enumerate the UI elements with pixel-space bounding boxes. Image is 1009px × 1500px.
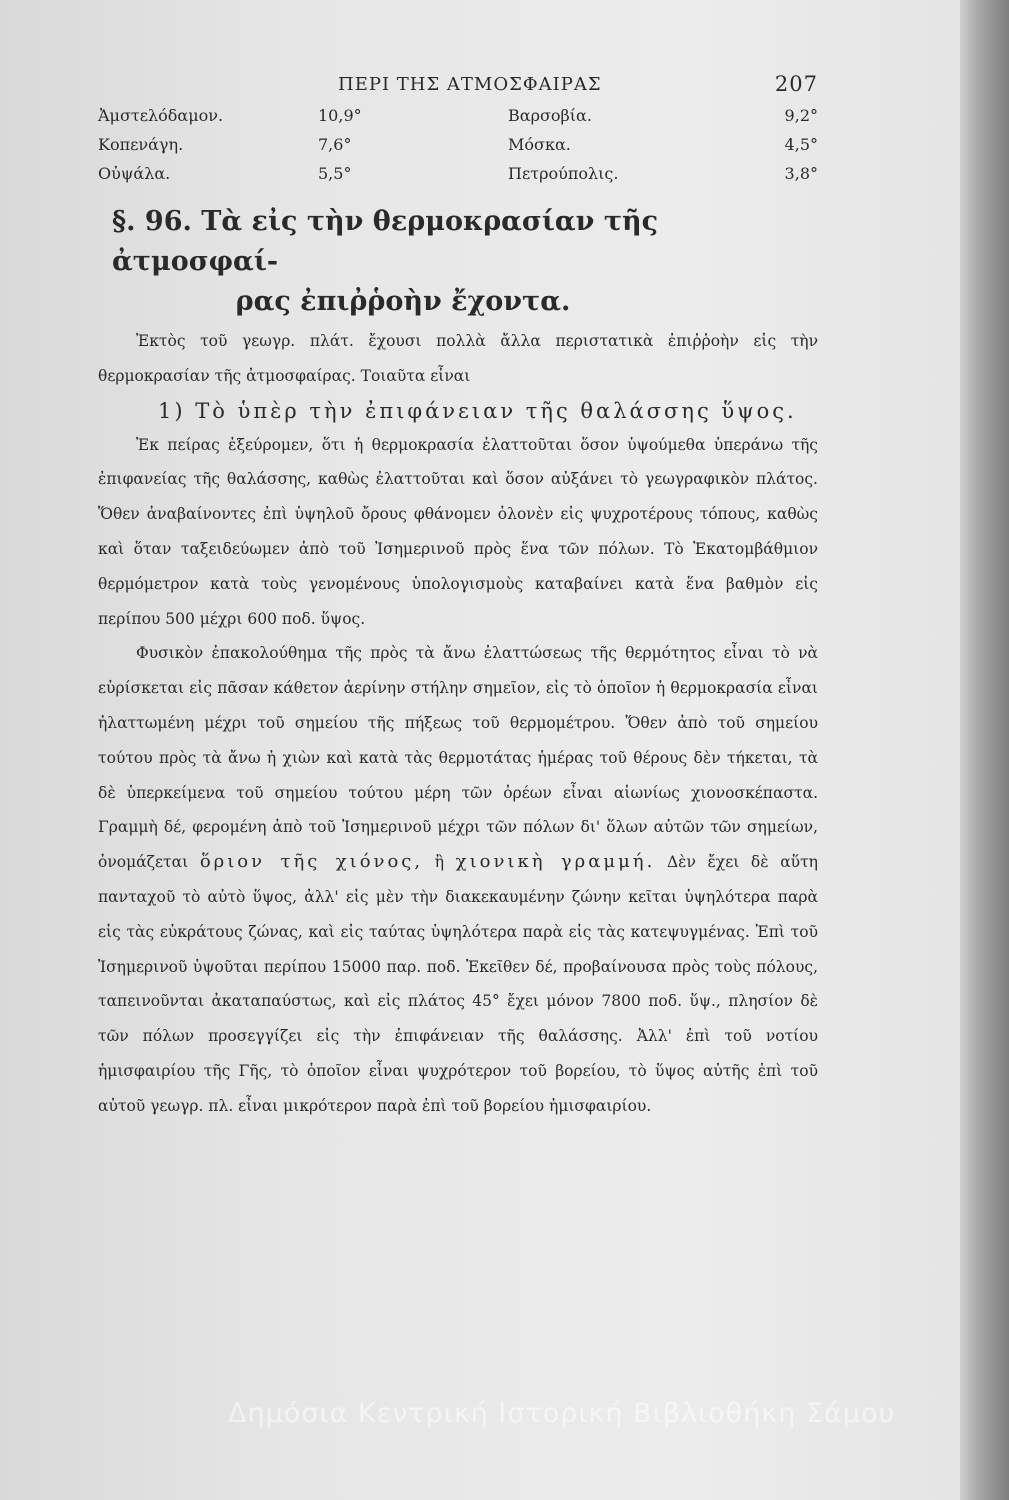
city: Ἀμστελόδαμον. xyxy=(98,106,224,125)
subheading xyxy=(98,394,818,428)
paragraph-text: Φυσικὸν ἐπακολούθημα τῆς πρὸς τὰ ἄνω ἐλαττώσεως τῆς θερμότητος εἶναι τὸ νὰ εὑρίσκεται εἰς πᾶσαν κάθετον ἀερίνην στήλην σημεῖον, εἰς τὸ ὁποῖον ἡ θερμοκρασία εἶναι ἠλαττωμένη μέχρι τοῦ σημείου τῆς πήξεως τοῦ θερμομέτρου. Ὅθεν ἀπὸ τοῦ σημείου τούτου πρὸς τὰ ἄνω ἡ χιὼν καὶ κατὰ τὰς θερμοτάτας ἡμέρας τοῦ θέρους δὲν τήκεται, τὰ δὲ ὑπερκείμενα τοῦ σημείου τούτου μέρη τῶν ὀρέων εἶναι αἰωνίως χιονοσκέπαστα. Γραμμὴ δέ, φερομένη ἀπὸ τοῦ Ἰσημερινοῦ μέχρι τῶν πόλων δι' ὅλων αὐτῶν τῶν σημείων, ὀνομάζεται xyxy=(98,644,818,872)
city: Βαρσοβία. xyxy=(508,106,592,125)
city: Κοπενάγη. xyxy=(98,135,184,154)
page-text xyxy=(98,74,818,1124)
temperature: 5,5° xyxy=(318,164,352,183)
paragraph-snow-line xyxy=(98,636,818,1123)
temperature: 3,8° xyxy=(784,164,818,183)
temperature: 10,9° xyxy=(318,106,362,125)
subheading-text: Τὸ ὑπὲρ τὴν ἐπιφάνειαν τῆς θαλάσσης ὕψος. xyxy=(195,398,797,423)
paragraph-altitude: Ἐκ πείρας ἐξεύρομεν, ὅτι ἡ θερμοκρασία ἐλαττοῦται ὅσον ὑψούμεθα ὑπεράνω τῆς ἐπιφανείας τῆς θαλάσσης, καθὼς ἐλαττοῦται καὶ ὅσον αὐξάνει τὸ γεωγραφικὸν πλάτος. Ὅθεν ἀναβαίνοντες ἐπὶ ὑψηλοῦ ὄρους φθάνομεν ὁλονὲν εἰς ψυχροτέρους τόπους, καθὼς καὶ ὅταν ταξειδεύωμεν ἀπὸ τοῦ Ἰσημερινοῦ πρὸς ἕνα τῶν πόλων. Τὸ Ἑκατομβάθμιον θερμόμετρον κατὰ τοὺς γενομένους ὑπολογισμοὺς καταβαίνει κατὰ ἕνα βαθμὸν εἰς περίπου 500 μέχρι 600 ποδ. ὕψος. xyxy=(98,435,818,628)
term-conjunction: ἢ xyxy=(434,853,445,872)
running-title: ΠΕΡΙ ΤΗΣ ΑΤΜΟΣΦΑΙΡΑΣ xyxy=(338,74,602,95)
temperature: 9,2° xyxy=(784,106,818,125)
table-row xyxy=(98,164,818,193)
paragraph-text: Δὲν ἔχει δὲ αὕτη πανταχοῦ τὸ αὐτὸ ὕψος, ἀλλ' εἰς μὲν τὴν διακεκαυμένην ζώνην κεῖται ὑψηλότερα παρὰ εἰς τὰς εὐκράτους ζώνας, καὶ εἰς ταύτας ὑψηλότερα παρὰ εἰς τὰς κατεψυγμένας. Ἐπὶ τοῦ Ἰσημερινοῦ ὑψοῦται περίπου 15000 παρ. ποδ. Ἐκεῖθεν δέ, προβαίνουσα πρὸς τοὺς πόλους, ταπεινοῦνται ἀκαταπαύστως, καὶ εἰς πλάτος 45° ἔχει μόνον 7800 ποδ. ὕψ., πλησίον δὲ τῶν πόλων προσεγγίζει εἰς τὴν ἐπιφάνειαν τῆς θαλάσσης. Ἀλλ' ἐπὶ τοῦ νοτίου ἡμισφαιρίου τῆς Γῆς, τὸ ὁποῖον εἶναι ψυχρότερον τοῦ βορείου, τὸ ὕψος αὐτῆς ἐπὶ τοῦ αὐτοῦ γεωγρ. πλ. εἶναι μικρότερον παρὰ ἐπὶ τοῦ βορείου ἡμισφαιρίου. xyxy=(98,853,818,1115)
temperature-table xyxy=(98,106,818,202)
term-snow-limit: ὅριον τῆς χιόνος, xyxy=(199,851,424,873)
intro-paragraph: Ἐκτὸς τοῦ γεωγρ. πλάτ. ἔχουσι πολλὰ ἄλλα περιστατικὰ ἐπιῤῥοὴν εἰς τὴν θερμοκρασίαν τῆς ἀτμοσφαίρας. Τοιαῦτα εἶναι xyxy=(98,332,818,385)
city: Οὐψάλα. xyxy=(98,164,171,183)
section-title-line-2: ρας ἐπιῤῥοὴν ἔχοντα. xyxy=(235,286,571,317)
running-header xyxy=(98,74,818,104)
section-title-line-1: §. 96. Τὰ εἰς τὴν θερμοκρασίαν τῆς ἀτμοσφαί- xyxy=(112,206,659,277)
term-snow-line: χιονικὴ γραμμή. xyxy=(455,851,656,873)
table-row xyxy=(98,106,818,135)
city: Μόσκα. xyxy=(508,135,571,154)
page-number: 207 xyxy=(774,72,818,96)
table-row xyxy=(98,135,818,164)
section-heading xyxy=(98,202,818,322)
library-watermark: Δημόσια Κεντρική Ιστορική Βιβλιοθήκη Σάμου xyxy=(228,1398,896,1429)
subheading-number: 1) xyxy=(158,398,186,423)
city: Πετρούπολις. xyxy=(508,164,619,183)
temperature: 7,6° xyxy=(318,135,352,154)
temperature: 4,5° xyxy=(784,135,818,154)
page-fold-shadow xyxy=(960,0,1009,1500)
